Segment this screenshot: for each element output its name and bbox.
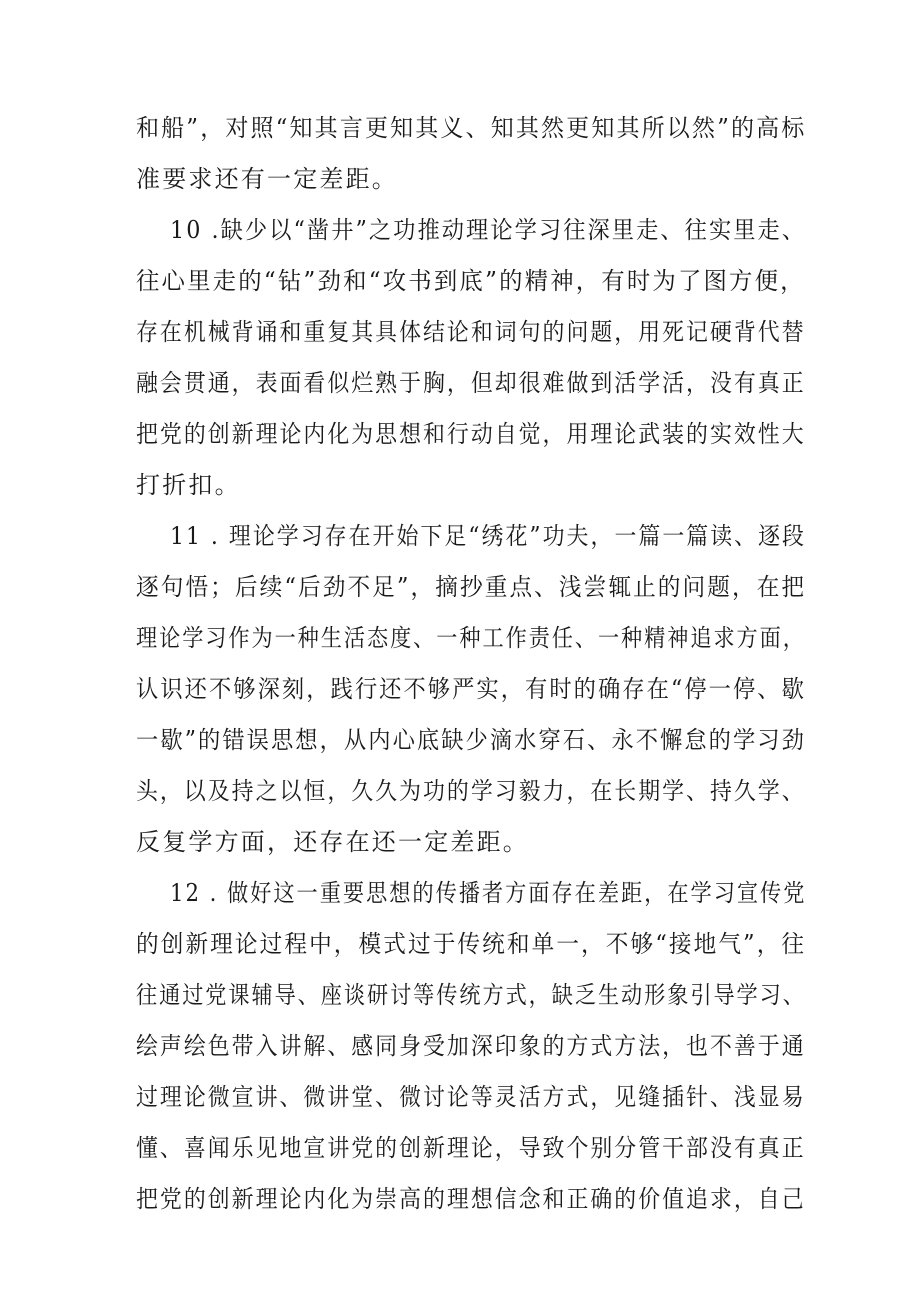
text-line: 准要求还有一定差距。 [136, 165, 398, 193]
text-line: 绘声绘色带入讲解、感同身受加深印象的方式方法，也不善于通 [136, 1032, 806, 1060]
text-line: 过理论微宣讲、微讲堂、微讨论等灵活方式，见缝插针、浅显易 [136, 1083, 806, 1111]
text-line: 逐句悟；后续“后劲不足”，摘抄重点、浅尝辄止的问题，在把 [136, 573, 807, 601]
paragraph-12-start: 12 . 做好这一重要思想的传播者方面存在差距，在学习宣传党 [170, 879, 807, 907]
text-line: 一歇”的错误思想，从内心底缺少滴水穿石、永不懈怠的学习劲 [136, 726, 806, 754]
text-line: 把党的创新理论内化为崇高的理想信念和正确的价值追求，自己 [136, 1185, 806, 1213]
text-line: 把党的创新理论内化为思想和行动自觉，用理论武装的实效性大 [136, 420, 806, 448]
text-line: 往心里走的“钻”劲和“攻书到底”的精神，有时为了图方便， [136, 267, 806, 295]
paragraph-11-start: 11 . 理论学习存在开始下足“绣花”功夫，一篇一篇读、逐段 [170, 522, 806, 550]
text-line: 反复学方面，还存在还一定差距。 [136, 828, 529, 856]
paragraph-10-start: 10 .缺少以“凿井”之功推动理论学习往深里走、往实里走、 [170, 216, 807, 244]
text-line: 理论学习作为一种生活态度、一种工作责任、一种精神追求方面， [136, 624, 806, 652]
text-line: 头，以及持之以恒，久久为功的学习毅力，在长期学、持久学、 [136, 777, 806, 805]
text-line: 融会贯通，表面看似烂熟于胸，但却很难做到活学活，没有真正 [136, 369, 806, 397]
text-line: 的创新理论过程中，模式过于传统和单一，不够“接地气”，往 [136, 930, 807, 958]
text-line: 懂、喜闻乐见地宣讲党的创新理论，导致个别分管干部没有真正 [136, 1134, 806, 1162]
text-line: 打折扣。 [136, 471, 241, 499]
text-line: 往通过党课辅导、座谈研讨等传统方式，缺乏生动形象引导学习、 [136, 981, 806, 1009]
text-line: 存在机械背诵和重复其具体结论和词句的问题，用死记硬背代替 [136, 318, 806, 346]
text-line: 和船”，对照“知其言更知其义、知其然更知其所以然”的高标 [136, 114, 807, 142]
text-line: 认识还不够深刻，践行还不够严实，有时的确存在“停一停、歇 [136, 675, 806, 703]
